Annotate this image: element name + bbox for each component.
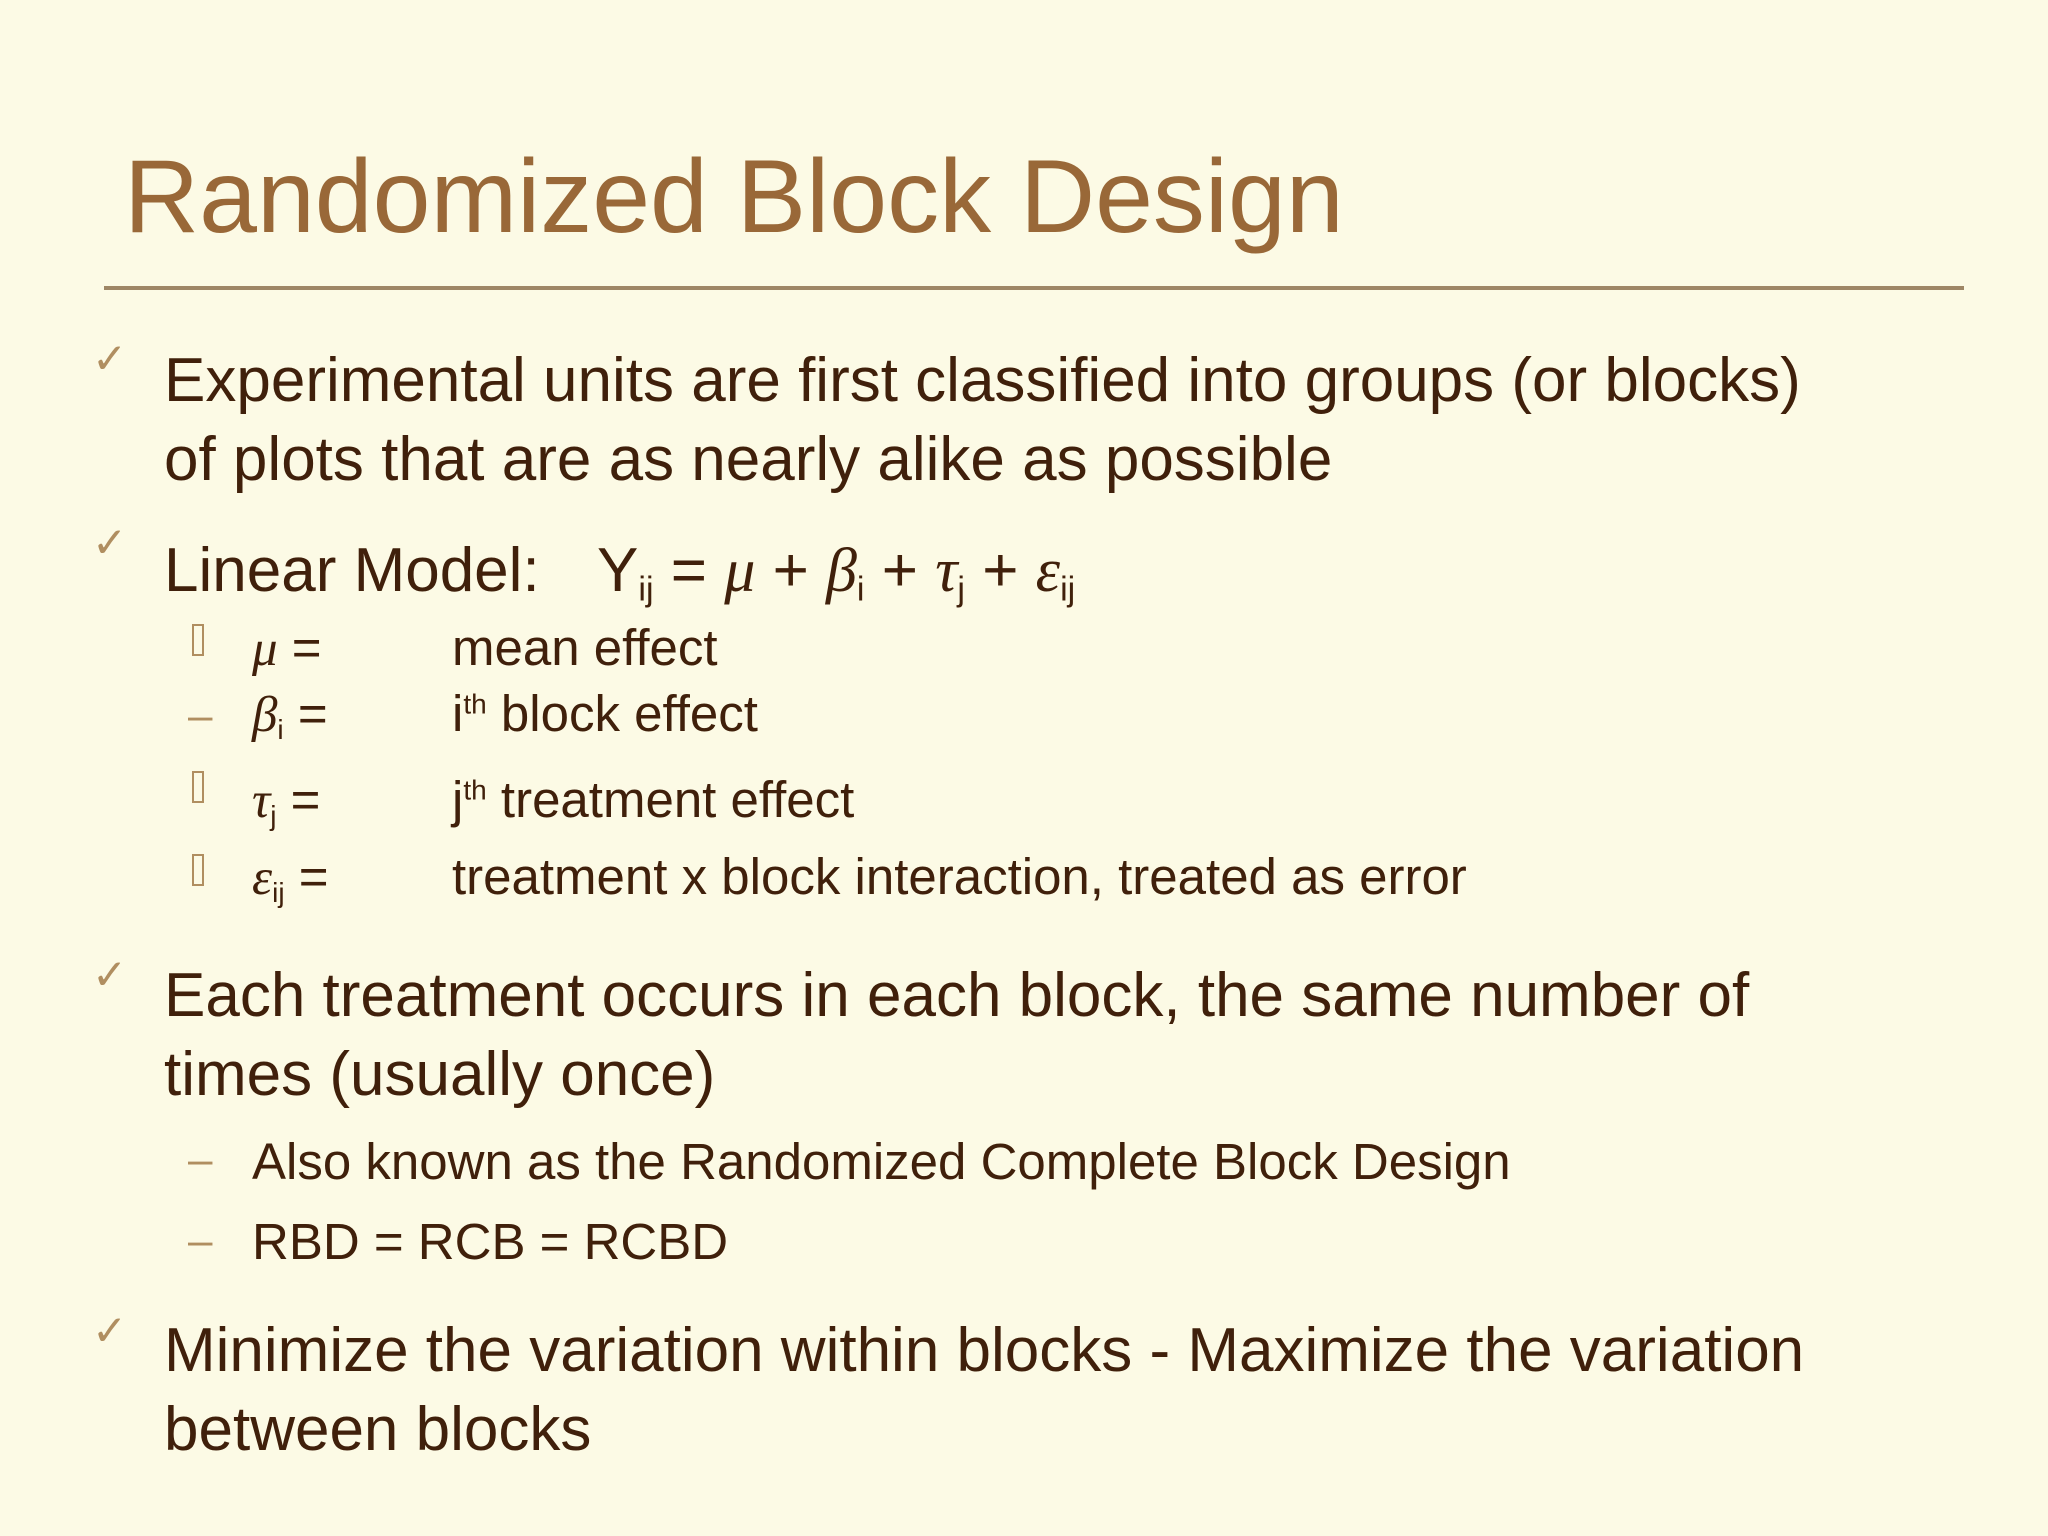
bullet-3-sub-2: RBD = RCB = RCBD [252,1213,729,1270]
tau-subscript: j [957,570,965,609]
def-mu-symbol: μ [252,621,278,677]
bullet-3-line-1: Each treatment occurs in each block, the same number of [164,961,1750,1030]
def-tau-ordinal: th [463,774,487,806]
linear-model-label: Linear Model: [164,536,540,605]
dash-icon: – [188,691,213,740]
response-symbol: Y [597,536,639,605]
def-tau-term [252,771,321,831]
check-icon: ✓ [92,518,128,567]
square-icon [192,624,204,656]
def-tau-text: treatment effect [486,771,855,828]
def-beta-subscript: i [277,713,284,745]
square-icon [192,854,204,886]
def-equals: = [298,848,329,905]
def-equals: = [297,685,328,742]
def-tau-subscript: j [270,799,277,831]
def-tau-index: j [452,771,464,828]
plus-sign: + [881,536,918,605]
def-beta-symbol: β [252,687,278,743]
dash-icon: – [188,1135,213,1184]
plus-sign: + [772,536,809,605]
dash-icon: – [188,1216,213,1265]
check-icon: ✓ [92,334,128,383]
def-mu-term [252,619,322,677]
response-subscript: ij [638,570,654,609]
def-tau-desc [452,771,855,828]
bullet-3-sub-1: Also known as the Randomized Complete Block Design [252,1133,1511,1190]
def-beta-desc [452,685,758,742]
check-icon: ✓ [92,1306,128,1355]
def-beta-text: block effect [486,685,758,742]
bullet-1-line-1: Experimental units are first classified into groups (or blocks) [164,346,1801,415]
square-icon [192,771,204,803]
plus-sign: + [982,536,1019,605]
def-tau-symbol: τ [252,773,271,829]
mu-symbol: μ [724,537,756,605]
title-divider [104,286,1964,290]
def-mu-desc: mean effect [452,619,718,676]
bullet-4-line-2: between blocks [164,1395,592,1464]
equals-sign: = [670,536,707,605]
linear-model-equation [164,536,1076,609]
epsilon-subscript: ij [1060,570,1076,609]
def-beta-index: i [452,685,464,742]
bullet-4-line-1: Minimize the variation within blocks - Maximize the variation [164,1316,1805,1385]
def-equals: = [291,619,322,676]
def-epsilon-subscript: ij [272,876,285,908]
beta-subscript: i [856,570,865,609]
bullet-1-line-2: of plots that are as nearly alike as possible [164,425,1333,494]
def-epsilon-symbol: ε [252,850,273,906]
def-beta-term [252,685,328,745]
def-beta-ordinal: th [463,688,487,720]
check-icon: ✓ [92,950,128,999]
def-epsilon-term [252,848,329,908]
bullet-3-line-2: times (usually once) [164,1040,716,1109]
beta-symbol: β [826,537,857,605]
def-epsilon-desc: treatment x block interaction, treated as error [452,848,1467,905]
tau-symbol: τ [935,537,958,605]
def-equals: = [290,771,321,828]
epsilon-symbol: ε [1035,537,1061,605]
slide-title: Randomized Block Design [124,139,1344,255]
